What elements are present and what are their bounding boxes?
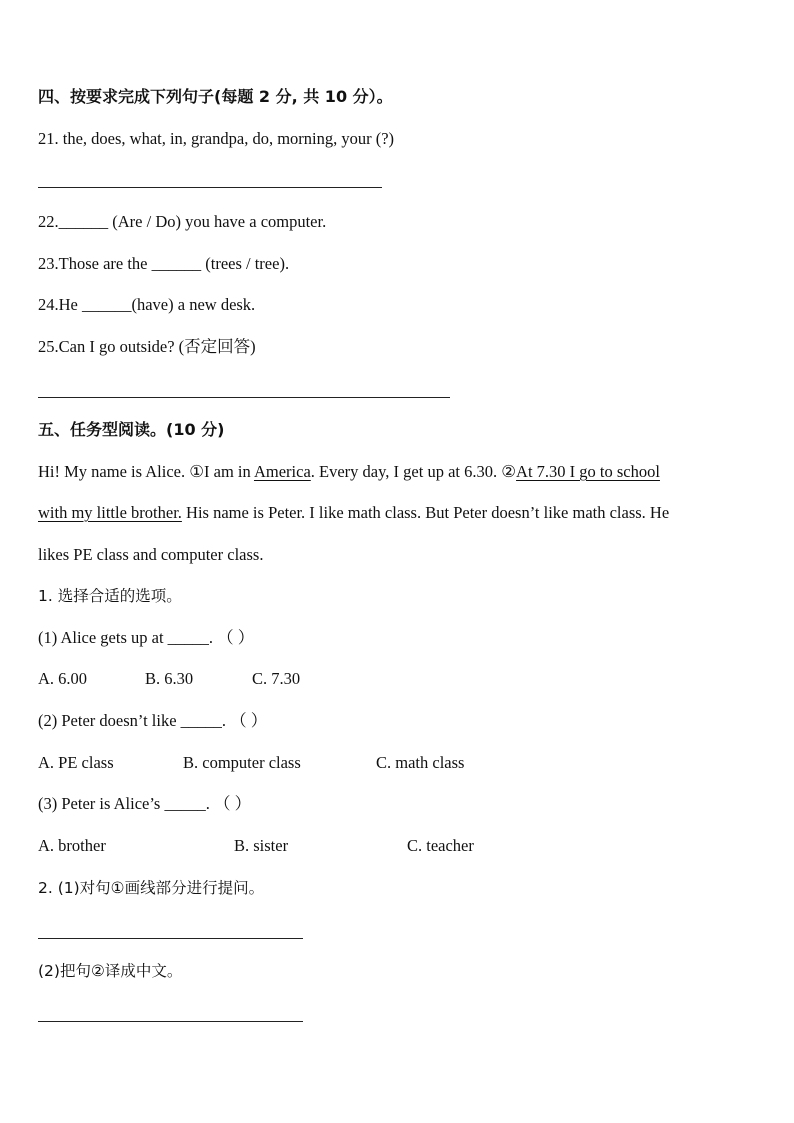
question-21: 21. the, does, what, in, grandpa, do, morning, your (?) (38, 129, 395, 148)
task-1-q2-stem: (2) Peter doesn’t like _____. （ ） (38, 711, 268, 730)
task-2-q1: 2. (1)对句①画线部分进行提问。 (38, 879, 265, 897)
section-4-heading: 四、按要求完成下列句子(每题 2 分, 共 10 分）。 (38, 87, 393, 106)
passage-line-2 (38, 502, 754, 524)
question-22: 22.______ (Are / Do) you have a computer. (38, 212, 327, 231)
answer-line-task-2-q2[interactable] (38, 1021, 303, 1022)
passage-line-1-text (38, 461, 660, 483)
task-2-q2: (2)把句②译成中文。 (38, 962, 183, 980)
passage-text: . Every day, I get up at 6.30. ② (310, 462, 517, 481)
task-1-q2-option-b[interactable]: B. computer class (183, 753, 301, 772)
task-1-q2-option-a[interactable]: A. PE class (38, 753, 114, 772)
question-23: 23.Those are the ______ (trees / tree). (38, 254, 290, 273)
task-1-q1-option-c[interactable]: C. 7.30 (252, 669, 301, 688)
answer-line-21[interactable] (38, 187, 382, 188)
task-1-q3-option-c[interactable]: C. teacher (407, 836, 474, 855)
task-1-q2-option-c[interactable]: C. math class (376, 753, 465, 772)
answer-line-25[interactable] (38, 397, 450, 398)
task-1-title: 1. 选择合适的选项。 (38, 587, 182, 605)
task-1-q3-option-a[interactable]: A. brother (38, 836, 106, 855)
passage-line-1 (38, 461, 754, 483)
question-25: 25.Can I go outside? (否定回答) (38, 337, 256, 356)
question-24: 24.He ______(have) a new desk. (38, 295, 256, 314)
underlined-sentence-2-part2: with my little brother. (38, 503, 182, 522)
passage-text: His name is Peter. I like math class. But Peter doesn’t like math class. He (181, 503, 670, 522)
passage-text: Hi! My name is Alice. ①I am in (38, 462, 254, 481)
task-1-q1-stem: (1) Alice gets up at _____. （ ） (38, 628, 255, 647)
underlined-america: America (253, 462, 311, 481)
section-5-heading: 五、任务型阅读。(10 分) (38, 420, 225, 439)
task-1-q1-option-a[interactable]: A. 6.00 (38, 669, 88, 688)
task-1-q3-option-b[interactable]: B. sister (234, 836, 289, 855)
underlined-sentence-2-part1: At 7.30 I go to school (516, 462, 660, 481)
task-1-q1-option-b[interactable]: B. 6.30 (145, 669, 194, 688)
answer-line-task-2-q1[interactable] (38, 938, 303, 939)
task-1-q3-stem: (3) Peter is Alice’s _____. （ ） (38, 794, 252, 813)
passage-line-3: likes PE class and computer class. (38, 545, 264, 564)
